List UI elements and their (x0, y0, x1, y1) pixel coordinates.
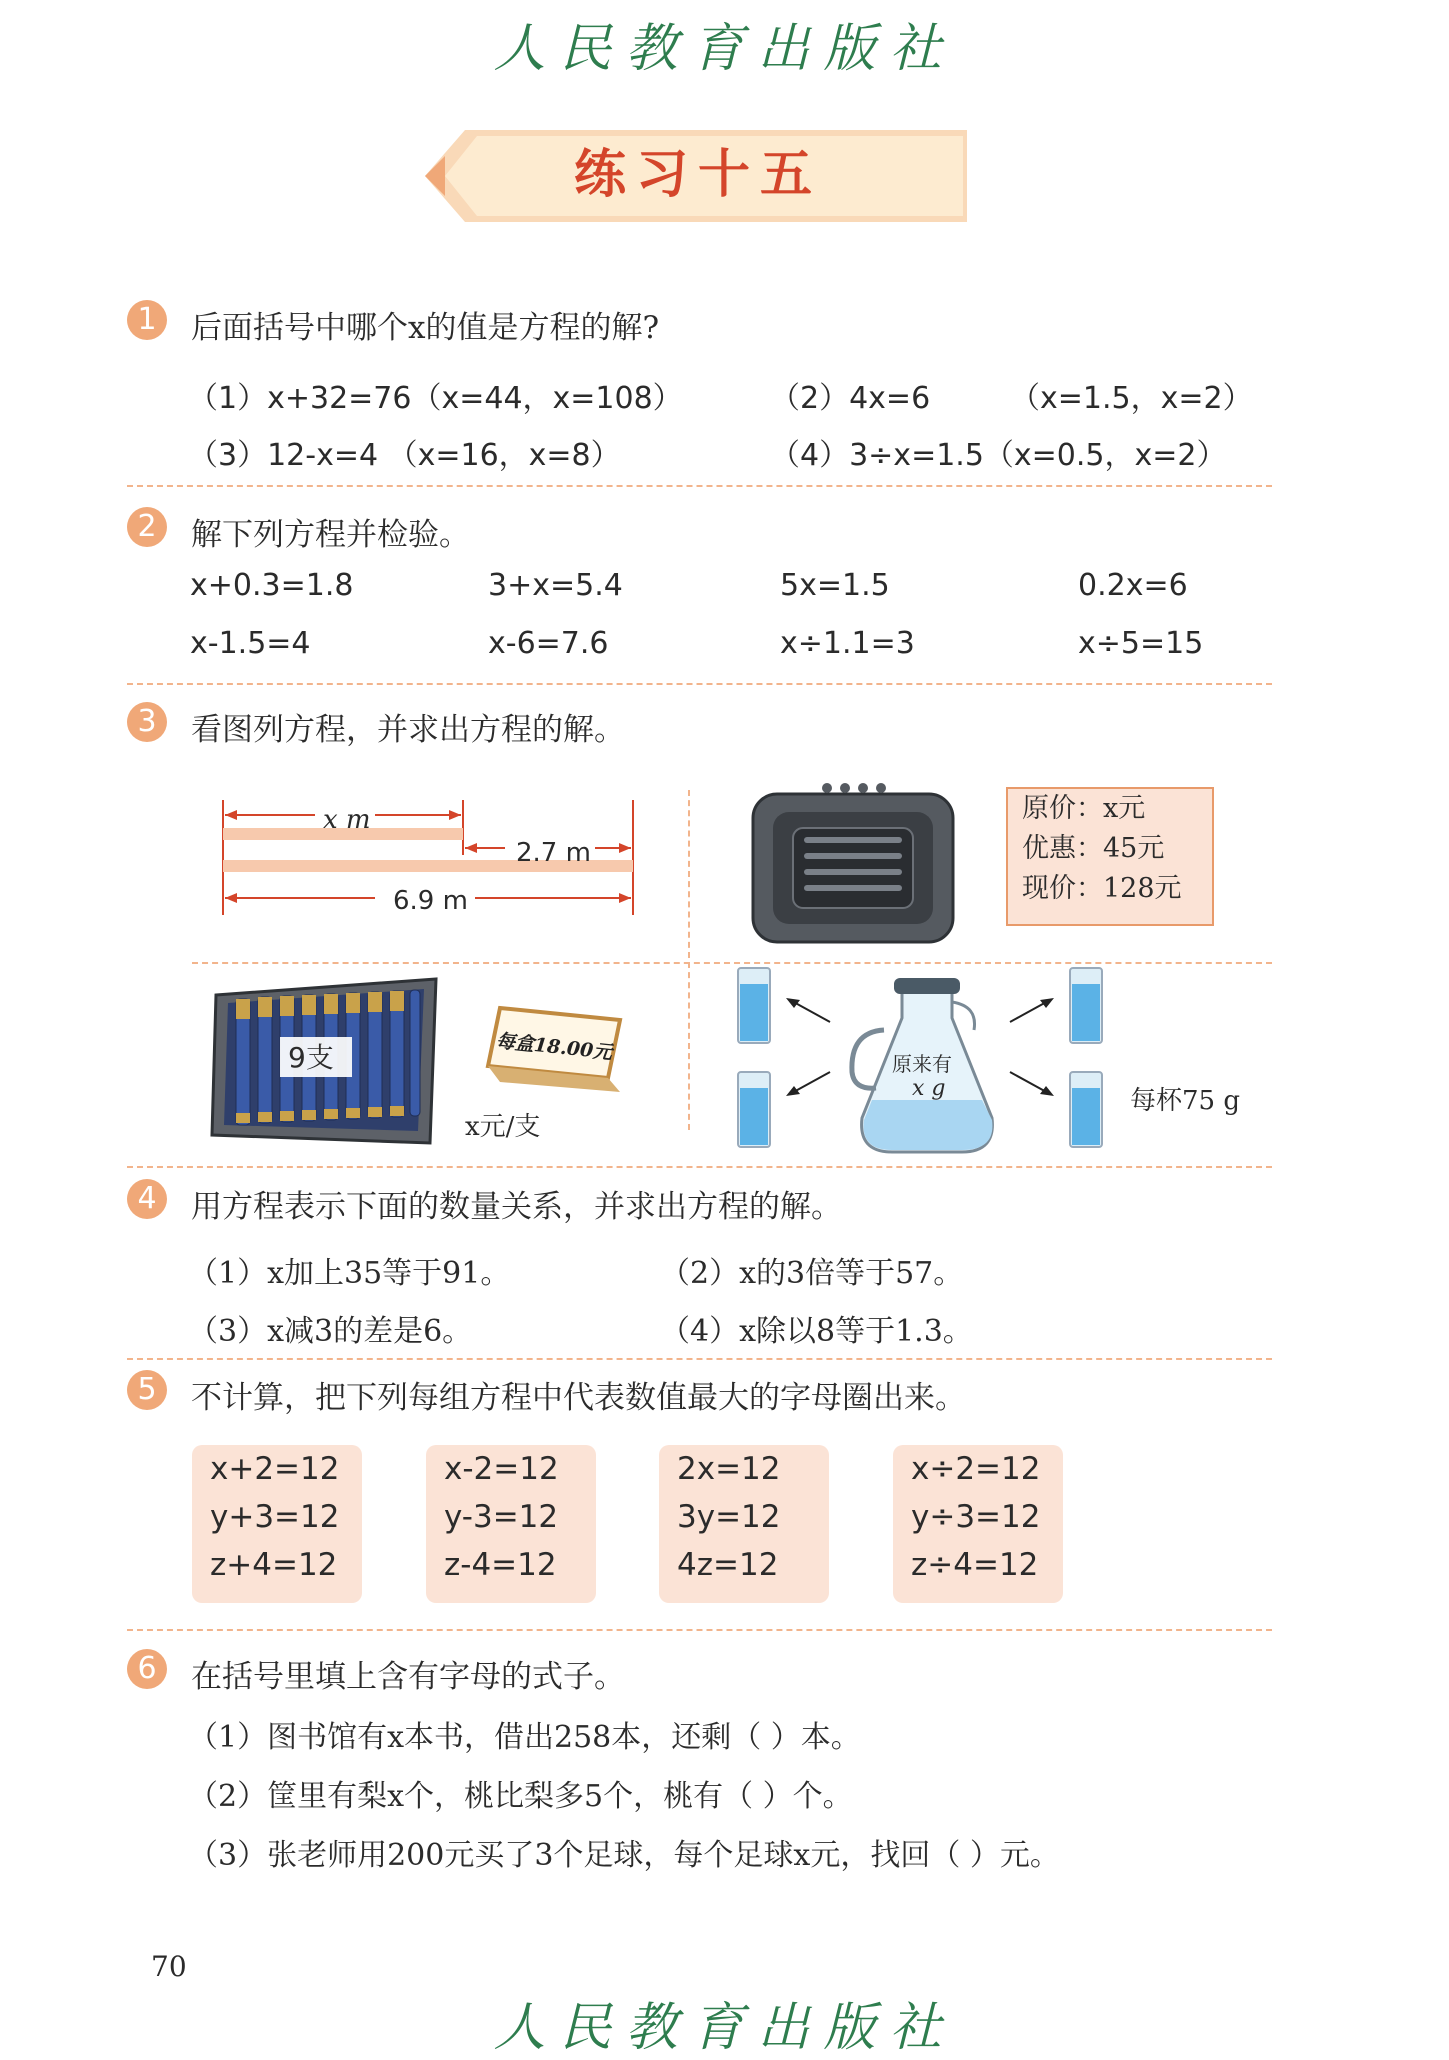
q6-item-2[interactable]: （2）筐里有梨x个，桃比梨多5个，桃有（ ）个。 (188, 1779, 853, 1814)
equation: y+3=12 (210, 1499, 340, 1535)
q4-item-2: （2）x的3倍等于57。 (660, 1256, 964, 1291)
question-4-badge: 4 (127, 1179, 167, 1219)
jug-label-line2: x g (912, 1076, 946, 1101)
equation: z+4=12 (210, 1547, 338, 1583)
q2-eq-8: x÷5=15 (1078, 626, 1204, 661)
equation-group-3 (659, 1445, 829, 1603)
q2-eq-5: x-1.5=4 (190, 626, 311, 661)
equation-group-4 (893, 1445, 1063, 1603)
publisher-logo-footer: 人民教育出版社 (493, 1998, 956, 2058)
q6-item-3[interactable]: （3）张老师用200元买了3个足球，每个足球x元，找回（ ）元。 (188, 1838, 1060, 1873)
equation: x÷2=12 (911, 1451, 1041, 1487)
q4-item-1: （1）x加上35等于91。 (188, 1256, 511, 1291)
equation: 2x=12 (677, 1451, 781, 1487)
price-current: 现价：128元 (1022, 873, 1182, 904)
equation-group-1 (192, 1445, 362, 1603)
equation: y÷3=12 (911, 1499, 1041, 1535)
question-3-text: 看图列方程，并求出方程的解。 (191, 712, 625, 748)
jug-label-line1: 原来有 (892, 1052, 952, 1076)
equation: 4z=12 (677, 1547, 779, 1583)
segment-label-x: x m (323, 805, 371, 835)
q2-eq-2: 3+x=5.4 (488, 568, 623, 603)
equation: z-4=12 (444, 1547, 557, 1583)
page-number: 70 (151, 1950, 187, 1983)
equation-group-2 (426, 1445, 596, 1603)
question-1-text: 后面括号中哪个x的值是方程的解? (191, 310, 660, 346)
question-2-badge: 2 (127, 507, 167, 547)
equation: y-3=12 (444, 1499, 559, 1535)
cup-icon (738, 968, 770, 1043)
price-original: 原价：x元 (1022, 793, 1146, 824)
divider (127, 485, 1272, 487)
price-box (1006, 787, 1214, 926)
price-discount: 优惠：45元 (1022, 833, 1165, 864)
q1-item-2-options: （x=1.5，x=2） (1010, 381, 1253, 416)
q1-item-2: （2）4x=6 (770, 381, 931, 416)
divider (127, 1166, 1272, 1168)
q6-item-1[interactable]: （1）图书馆有x本书，借出258本，还剩（ ）本。 (188, 1720, 861, 1755)
question-1-badge: 1 (127, 300, 167, 340)
q1-item-4: （4）3÷x=1.5（x=0.5，x=2） (770, 438, 1227, 473)
divider (127, 683, 1272, 685)
equation: x-2=12 (444, 1451, 559, 1487)
question-5-badge: 5 (127, 1370, 167, 1410)
equation: x+2=12 (210, 1451, 340, 1487)
page-title: 练习十五 (573, 144, 822, 205)
question-4-text: 用方程表示下面的数量关系，并求出方程的解。 (191, 1189, 842, 1225)
question-3-badge: 3 (127, 702, 167, 742)
question-2-text: 解下列方程并检验。 (191, 517, 470, 553)
equation: 3y=12 (677, 1499, 781, 1535)
pen-count-label: 9支 (288, 1041, 334, 1074)
q2-eq-4: 0.2x=6 (1078, 568, 1188, 603)
heater-icon (745, 780, 965, 955)
question-6-badge: 6 (127, 1649, 167, 1689)
question-5-text: 不计算，把下列每组方程中代表数值最大的字母圈出来。 (191, 1380, 966, 1416)
question-6-text: 在括号里填上含有字母的式子。 (191, 1659, 625, 1695)
publisher-logo-header: 人民教育出版社 (493, 19, 956, 79)
q4-item-3: （3）x减3的差是6。 (188, 1314, 473, 1349)
equation: z÷4=12 (911, 1547, 1039, 1583)
q1-item-3: （3）12-x=4 （x=16，x=8） (188, 438, 621, 473)
q4-item-4: （4）x除以8等于1.3。 (660, 1314, 973, 1349)
q1-item-1: （1）x+32=76（x=44，x=108） (188, 381, 683, 416)
divider (127, 1629, 1272, 1631)
segment-label-total: 6.9 m (393, 886, 468, 916)
price-sign-text: 每盒18.00元 (495, 1029, 614, 1065)
pen-unit-price: x元/支 (465, 1112, 541, 1142)
q2-eq-7: x÷1.1=3 (780, 626, 915, 661)
divider (688, 790, 690, 1130)
segment-label-2-7: 2.7 m (516, 838, 591, 868)
q2-eq-3: 5x=1.5 (780, 568, 890, 603)
q2-eq-6: x-6=7.6 (488, 626, 609, 661)
per-cup-label: 每杯75 g (1130, 1086, 1240, 1116)
q2-eq-1: x+0.3=1.8 (190, 568, 354, 603)
divider (127, 1358, 1272, 1360)
